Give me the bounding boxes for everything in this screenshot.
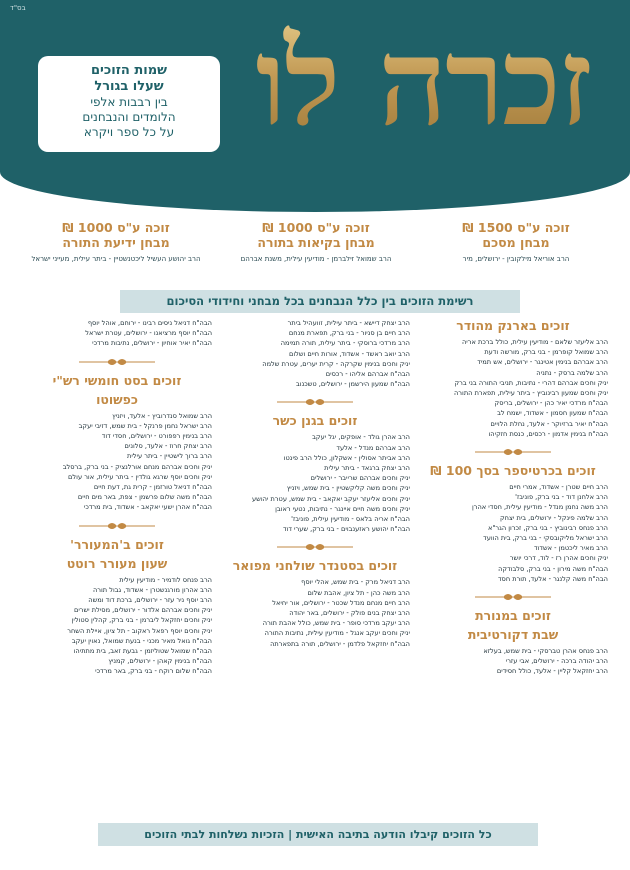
- ornament-divider: [418, 445, 608, 459]
- winner-entry: הבה"ח שלום רוקח - בני ברק, באר מרדכי: [95, 667, 212, 676]
- winner-entry: יניק וחכים משה חיים איינגר - נתיבות, נטעי ראובן: [275, 504, 410, 513]
- section-title: זוכים בסט חומשי רש"י: [52, 372, 182, 388]
- winner-entry: הבה"ח דניאל טורזמן - קרית גת, דעת חיים: [93, 483, 212, 492]
- winner-entry: הבה"ח יוסף מרציאנו - ירושלים, עטרת ישראל: [85, 329, 212, 338]
- ornament-divider: [418, 590, 608, 604]
- top-prize: [216, 220, 416, 263]
- top-prize: [416, 220, 616, 263]
- winner-entry: הבה"ח יאיר ברזיוקר - אלעד, נחלת הלויים: [490, 419, 608, 428]
- winner-entry: יניק וחכים יחזקאל ליברמן - בני ברק, קהלין סטולין: [71, 616, 212, 625]
- winner-entry: יניק וחכים אברהם שרייבר - ירושלים: [310, 474, 410, 483]
- winner-entry: הרב אביתר אסולין - אשקלון, כולל הרב פינטו: [283, 453, 410, 462]
- winner-entry: הבה"ח משה קלנגר - אלעד, תורת חסד: [497, 574, 608, 583]
- winner-entry: הרב יצחק ברגאד - ביתר עילית: [324, 464, 410, 473]
- winner-entry: יניק וחכים אברהם אלדור - ירושלים, מסילת ישרים: [73, 606, 212, 615]
- winner-entry: הרב משה כהן - תל ציון, אהבת שלום: [307, 588, 410, 597]
- section-title: שבת דקורטיבית: [467, 627, 559, 643]
- winner-entry: הרב אברהם בנימין אטינגר - ירושלים, אש תמיד: [477, 358, 608, 367]
- section-title: זוכים בגנן כשר: [272, 413, 358, 429]
- info-line-1: שמות הזוכים: [91, 63, 167, 78]
- winner-entry: הרב דניאל מרק - בית שמש, אהלי יוסף: [301, 578, 410, 587]
- ornament-divider: [220, 395, 410, 409]
- prize-exam: מבחן בקיאות בתורה: [257, 235, 375, 250]
- winner-entry: הרב מאיר ליכטמן - אשדוד: [533, 544, 608, 553]
- winner-entry: הבה"ח מרדכי יאיר כהן - ירושלים, בריסק: [494, 399, 608, 408]
- winners-section: [22, 318, 212, 349]
- winner-entry: הרב יצחק חרוז - אלעד, סלונים: [124, 442, 212, 451]
- winner-entry: הבה"ח אהרן ישעי יאקאב - אשדוד, בית מרדכי: [83, 503, 212, 512]
- winner-entry: הבה"ח משה מירון - בני ברק, סלבודקה: [498, 564, 608, 573]
- ornament-divider: [22, 355, 212, 369]
- winner-entry: הרב אברהם מנדל - אלעד: [336, 443, 410, 452]
- winner-entry: הרב שמואל סנדרוביץ - אלעד, ויזניץ: [112, 411, 212, 420]
- winner-entry: הבה"ח דניאל ניסים רבינו - ירוחם, אוהל יוסף: [87, 319, 212, 327]
- info-line-5: על כל ספר ויקרא: [83, 125, 175, 139]
- winner-entry: הבה"ח גואל מאיר מכני - בנעת שמואל, נאוין יעקב: [71, 636, 212, 645]
- section-title: זוכים בסטנדר שולחני מפואר: [232, 558, 398, 574]
- prize-exam: מבחן מסכם: [482, 235, 550, 250]
- winner-entry: הרב אהרון מורגנשטרן - אשדוד, גבול תורה: [92, 585, 212, 594]
- column-left: [22, 318, 212, 683]
- winner-entry: הבה"ח שמואל שטוליזמן - גבעת זאב, בית מתתיהו: [73, 647, 212, 656]
- column-middle: [220, 318, 410, 655]
- winner-entry: הרב שלמה ברסק - נתניה: [536, 368, 608, 377]
- winner-entry: הרב אהרן גולד - אופקים, יגל יעקב: [312, 433, 410, 442]
- winner-entry: הרב יעקב מרדכי סופר - בית שמש, כולל אהבת תורה: [262, 619, 410, 628]
- top-mark: בס"ד: [10, 4, 26, 12]
- gold-arc-divider: [0, 178, 630, 212]
- header-panel: [0, 0, 630, 212]
- top-prizes: [14, 220, 616, 276]
- winner-entry: הרב יצחק בנים פולק - ירושלים, באר יהודה: [289, 609, 410, 618]
- prize-amount: זוכה ע"ס 1000 ₪: [262, 220, 370, 235]
- prize-amount: זוכה ע"ס 1000 ₪: [62, 220, 170, 235]
- winner-entry: הרב בנימין רפפורט - ירושלים, חסדי דוד: [101, 432, 212, 441]
- info-line-3: בין רבבות אלפי: [90, 95, 168, 109]
- winner-entry: הרב שמואל קופרמן - בני ברק, מורשה ודעת: [484, 348, 608, 357]
- top-prize: [16, 220, 216, 263]
- info-line-4: הלומדים והנבחנים: [82, 110, 176, 124]
- winner-entry: הרב אלחנן דוד - בני ברק, פוניבז': [515, 493, 608, 502]
- section-title: שעון מעורר רוטט: [66, 555, 168, 571]
- winner-entry: יניק וחכים משה קליקשטיין - בית שמש, ויזניץ: [286, 484, 410, 493]
- winner-entry: הבה"ח יהושע ראזענבוים - בני ברק, שערי דוד: [282, 525, 410, 534]
- winner-entry: הבה"ח אברהם אליהו - רכסים: [325, 370, 410, 379]
- section-title: זוכים בכרטיספר בסך 100 ₪: [430, 463, 596, 479]
- prize-winner: הרב אוריאל מילקובין - ירושלים, מיר: [462, 255, 570, 263]
- winner-entry: הרב יחזקאל קליין - אלעד, כולל חסידים: [496, 667, 608, 676]
- info-box: [38, 56, 220, 152]
- winner-entry: הרב מרדכי ברוסקי - ביתר עילית, תורה תמימה: [280, 339, 410, 348]
- winners-columns: [22, 318, 608, 818]
- winners-section: [22, 537, 212, 677]
- winner-entry: הבה"ח יחזקאל פלדמן - ירושלים, תורה בתפארתה: [270, 639, 410, 648]
- winner-entry: יניק וחכים אליעזר יעקב יאקאב - בית שמש, עטרת יהושע: [252, 494, 410, 503]
- winner-entry: הבה"ח אריה בלאס - מודיעין עילית, פוניבז': [291, 515, 410, 524]
- winners-list-banner: רשימת הזוכים בין כלל הנבחנים בכל מבחני וחידודי הסיכום: [120, 290, 520, 313]
- winner-entry: הרב אליעזר שלאם - מודיעין עילית, כולל ברכת אריה: [462, 338, 608, 346]
- winner-entry: הבה"ח משה שלום פרשמן - צפת, באר מים חיים: [77, 493, 212, 502]
- section-title: זוכים בארנק מהודר: [456, 318, 570, 333]
- winner-entry: הבה"ח שמעון חסמון - אשדוד, ישמח לב: [497, 409, 608, 418]
- ornament-divider: [220, 540, 410, 554]
- winner-entry: הרב יהודה ברכה - ירושלים, אבי עזרי: [505, 657, 608, 666]
- winner-entry: יניק וחכים יוסף שרגא גולדין - ביתר עילית, אור עולם: [68, 472, 212, 481]
- winners-section: [220, 318, 410, 389]
- winner-entry: הרב משה נחמן מנדל - מודיעין עילית, חסדי אהרן: [471, 503, 608, 512]
- winner-entry: יניק וחכים אברהם דהרי - נתיבות, תניבי התורה בני ברק: [454, 378, 608, 387]
- winner-entry: הרב חיים מנחם מנדל שכטר - ירושלים, אור יחיאל: [272, 598, 410, 607]
- winner-entry: יניק וחכים שמעון רבינוביץ - ביתר עילית, תפארת התורה: [454, 389, 608, 398]
- winner-entry: הבה"ח שמעון הירשמן - ירושלים, טשכנוב: [296, 380, 410, 389]
- page-title: זכרה לו: [238, 8, 608, 158]
- winner-entry: הבה"ח בנימין אדמון - רכסים, כנסת חזקיהו: [488, 429, 608, 438]
- winner-entry: הרב שלמה פינקל - ירושלים, בית יצחק: [499, 513, 608, 522]
- ornament-divider: [22, 519, 212, 533]
- winner-entry: יניק וחכים אברהם מנחם אורלנציק - בני ברק, ברסלב: [62, 462, 212, 471]
- prize-winner: הרב יהושע העשיל ליכטנשטיין - ביתר עילית, מעייני ישראל: [31, 255, 201, 263]
- winner-entry: יניק וחכים יוסף רפאל ראקוב - תל ציון, איילת השחר: [67, 626, 212, 635]
- prize-winner: הרב שמואל זילברמן - מודיעין עילית, משנת אברהם: [240, 255, 392, 263]
- winner-entry: הרב ישראל נחמן פרנקל - בית שמש, דזיבי יעקב: [78, 421, 212, 430]
- winner-entry: הבה"ח בנימין קאהן - ירושלים, קמניץ: [108, 657, 212, 666]
- prize-amount: זוכה ע"ס 1500 ₪: [462, 220, 570, 235]
- winner-entry: הרב ברוך לישטיין - ביתר עילית: [127, 452, 212, 461]
- winners-section: [418, 318, 608, 439]
- winner-entry: הרב חיים בן סניור - בני ברק, תפארת מנחם: [288, 329, 410, 338]
- winner-entry: יניק וחכים יעקב אנגל - מודיעין עילית, נתיבות התורה: [264, 629, 410, 638]
- winner-entry: יניק וחכים אהרן רז - לוד, דרכי יושר: [509, 554, 608, 563]
- winner-entry: הרב ישראל מליקובסקי - בני ברק, בית הוועד: [483, 534, 608, 543]
- winner-entry: הרב חיים שטרן - אשדוד, אמרי חיים: [509, 483, 608, 492]
- column-right: [418, 318, 608, 683]
- footer-banner: כל הזוכים קיבלו הודעה בתיבה האישית | הזכיות נשלחות לבתי הזוכים: [98, 823, 538, 846]
- winners-section: [22, 373, 212, 513]
- section-title: כפשוטו: [96, 391, 138, 407]
- winner-entry: הרב פנחס רבינוביץ - בני ברק, זכרון הגר"א: [487, 523, 608, 532]
- section-title: זוכים ב'המעורר': [70, 536, 164, 552]
- winner-entry: הרב יצחק דיישא - ביתר עילית, זוועהיל ביתר: [287, 319, 410, 327]
- winners-section: [220, 558, 410, 648]
- info-line-2: שעלו בגורל: [94, 79, 164, 94]
- winner-entry: הרב פנחס אהרן טברסקי - בית שמש, בעלזא: [483, 647, 608, 656]
- winner-entry: הרב יואב ראשד - אשדוד, אורות חיים ושלום: [288, 349, 410, 358]
- section-title: זוכים במנורת: [475, 608, 551, 624]
- winner-entry: הרב פנחס לודמיר - מודיעין עילית: [119, 575, 212, 584]
- prize-exam: מבחן ידיעת התורה: [62, 235, 170, 250]
- winners-section: [418, 463, 608, 584]
- winners-section: [418, 608, 608, 677]
- winner-entry: יניק וחכים בנימין שקרקה - קרית יערים, עטרת שלמה: [262, 359, 410, 368]
- winner-entry: הרב יוסף ניר עזר - ירושלים, ברכת דוד ומשה: [88, 596, 212, 605]
- winners-section: [220, 413, 410, 534]
- winner-entry: הבה"ח יאיר אוחיון - ירושלים, נתיבות מרדכי: [92, 339, 212, 348]
